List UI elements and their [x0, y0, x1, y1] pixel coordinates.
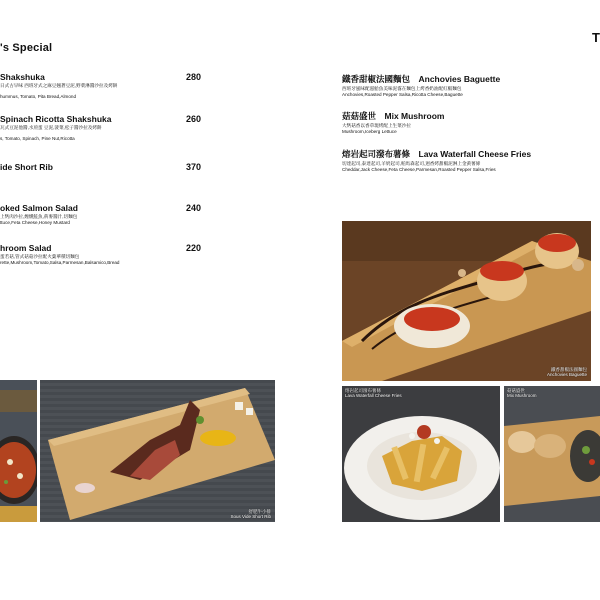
menu-item-description-en: Anchovies,Roasted Pepper Salsa,Ricotta Cheese,Baguette [342, 92, 463, 97]
short-rib-image [40, 380, 275, 522]
caption-zh: 菇菇盛世 [507, 388, 525, 393]
menu-item-name: Shakshuka [0, 72, 45, 82]
caption-en: Mix Mushroom [507, 393, 537, 398]
menu-item-description-en: s, Tomato, Spinach, Pine Nut,Ricotta [0, 136, 75, 141]
caption-en: Lava Waterfall Cheese Fries [345, 393, 402, 398]
photo-caption [547, 367, 587, 377]
menu-item-mix-mushroom [342, 110, 592, 135]
photo-anchovies-baguette [342, 221, 591, 381]
menu-item-description-en: hummus, Tomato, Pita Bread,Almond [0, 94, 77, 99]
lava-fries-image [342, 386, 500, 522]
menu-item-description-zh: 瓦式豆泥他醬,水煎蛋 豆泥,菠菜,松子醬沙拉及烤餅 [0, 125, 102, 130]
menu-item-short-rib [0, 162, 205, 172]
anchovies-baguette-image [342, 221, 591, 381]
menu-item-smoked-salmon-salad [0, 203, 205, 226]
menu-item-name: ide Short Rib [0, 162, 53, 172]
menu-item-name: 熔岩起司潑布薯條 Lava Waterfall Cheese Fries [342, 149, 532, 159]
menu-item-shakshuka [0, 72, 205, 100]
menu-item-name: hroom Salad [0, 243, 52, 253]
caption-en: Sous Vide Short Rib [230, 514, 271, 519]
shakshuka-pan-image [0, 380, 37, 522]
menu-item-name: Spinach Ricotta Shakshuka [0, 114, 112, 124]
menu-item-description-en: ttuce,Feta Cheese,Honey Mustard [0, 220, 70, 225]
photo-sous-vide-short-rib [40, 380, 275, 522]
menu-item-lava-waterfall-cheese-fries [342, 148, 592, 173]
page-title: 's Special [0, 42, 53, 54]
mix-mushroom-image [504, 386, 600, 522]
menu-item-description-en: Cheddar,Jack Cheese,Feta Cheese,Parmesan,Roasted Pepper Salsa,Fries [342, 167, 496, 172]
menu-item-price: 260 [186, 114, 202, 124]
menu-item-description-zh: 西班牙風味配滋鮯魚美味泥霧在麵包上烤香奶油配紅椒麵包 [342, 86, 462, 91]
caption-zh: 鐵香甜椒法國麵包 [551, 367, 587, 372]
photo-caption [231, 509, 271, 519]
photo-lava-waterfall-cheese-fries [342, 386, 500, 522]
menu-item-description-en: Mushroom,Iceberg Lettuce [342, 129, 397, 134]
menu-item-description-zh: 蛋若菇,管式菇菇沙拉配火葉華積切麵包 [0, 254, 80, 259]
photo-mix-mushroom [504, 386, 600, 522]
caption-zh: 熔岩起司潑布薯條 [345, 388, 381, 393]
menu-item-description-zh: 日式古早味 西班牙式之麻豆翹蒼豆泥,野菜淋醬沙拉及烤餅 [0, 83, 118, 88]
menu-item-description-zh: 切達起司,泰達起司,羊奶起司,帕馬森起司,迥香烤甜椒泥淋上金黃薯條 [342, 161, 481, 166]
menu-item-name: 鐵香甜椒法國麵包 Anchovies Baguette [342, 74, 501, 84]
photo-caption [345, 388, 402, 398]
menu-item-name: 菇菇盛世 Mix Mushroom [342, 111, 445, 121]
menu-item-description-en: rette,Mushroom,Tomato,Salsa,Parmesan,Balsamico,Bread [0, 260, 120, 265]
menu-item-description-zh: 上麫肉沙拉,煙燻鮭魚,荊麥醬汁,切麵包 [0, 214, 78, 219]
photo-shakshuka-pan [0, 380, 37, 522]
menu-item-spinach-ricotta-shakshuka [0, 114, 205, 142]
menu-item-anchovies-baguette [342, 73, 592, 98]
menu-item-name: oked Salmon Salad [0, 203, 78, 213]
menu-item-description-zh: 大麫菇香以香草現烤配上生菜沙拉 [342, 123, 411, 128]
caption-zh: 舒肥牛小排 [248, 509, 271, 514]
menu-item-price: 240 [186, 203, 202, 213]
menu-item-price: 370 [186, 162, 202, 172]
menu-item-mushroom-salad [0, 243, 205, 266]
photo-caption [507, 388, 537, 398]
menu-item-price: 280 [186, 72, 202, 82]
menu-item-price: 220 [186, 243, 202, 253]
corner-letter: T [592, 30, 600, 45]
caption-en: Anchovies Baguette [546, 372, 587, 377]
